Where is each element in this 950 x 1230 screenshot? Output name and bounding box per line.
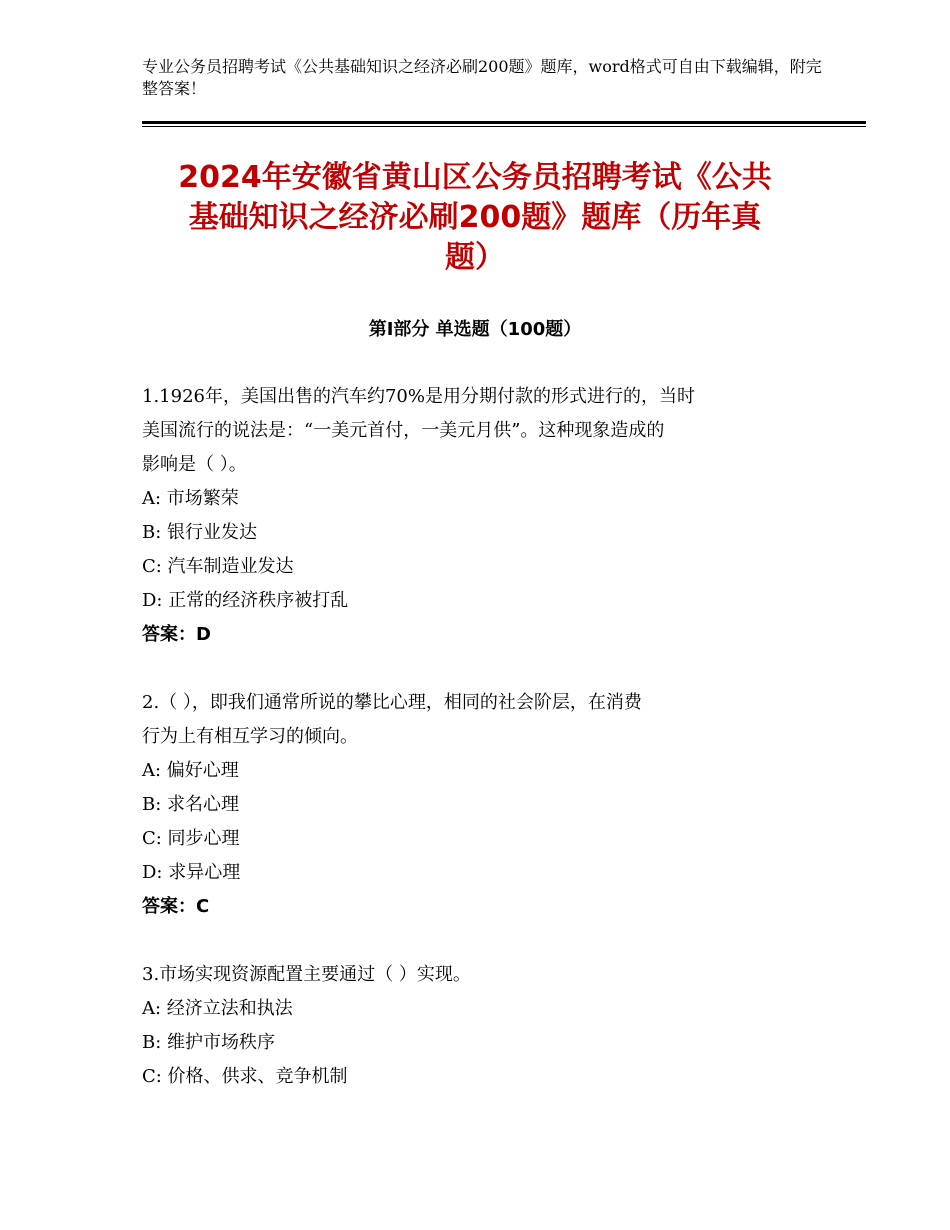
question-stem-line: 行为上有相互学习的倾向。 (142, 726, 358, 747)
option-c: C: 同步心理 (142, 828, 240, 849)
header-rule-thick (142, 121, 866, 124)
question-stem-line: 2.（ ），即我们通常所说的攀比心理，相同的社会阶层，在消费 (142, 692, 642, 713)
question-3 (142, 958, 832, 1094)
option-b: B: 银行业发达 (142, 522, 258, 543)
title-line-1: 2024年安徽省黄山区公务员招聘考试《公共 (178, 160, 772, 195)
title-line-2: 基础知识之经济必刷200题》题库（历年真 (188, 200, 762, 235)
option-b: B: 求名心理 (142, 794, 240, 815)
header-rule-thin (142, 126, 866, 127)
header-note: 专业公务员招聘考试《公共基础知识之经济必刷200题》题库，word格式可自由下载编辑，附完整答案！ (142, 57, 822, 98)
question-2 (142, 686, 832, 924)
title-line-3: 题） (445, 240, 505, 275)
question-list (142, 380, 832, 1128)
document-title (140, 158, 810, 278)
question-stem-line: 3.市场实现资源配置主要通过（ ）实现。 (142, 964, 471, 985)
option-b: B: 维护市场秩序 (142, 1032, 276, 1053)
option-d: D: 求异心理 (142, 862, 241, 883)
option-a: A: 市场繁荣 (142, 488, 239, 509)
question-stem-line: 美国流行的说法是：“一美元首付，一美元月供”。这种现象造成的 (142, 420, 665, 441)
section-heading: 第Ⅰ部分 单选题（100题） (368, 319, 582, 340)
option-c: C: 价格、供求、竞争机制 (142, 1066, 348, 1087)
option-c: C: 汽车制造业发达 (142, 556, 294, 577)
question-stem-line: 影响是（ ）。 (142, 454, 247, 475)
answer-label: 答案：D (142, 624, 211, 645)
option-d: D: 正常的经济秩序被打乱 (142, 590, 349, 611)
answer-label: 答案：C (142, 896, 210, 917)
question-1 (142, 380, 832, 652)
question-stem-line: 1.1926年，美国出售的汽车约70%是用分期付款的形式进行的，当时 (142, 386, 695, 407)
option-a: A: 偏好心理 (142, 760, 239, 781)
option-a: A: 经济立法和执法 (142, 998, 293, 1019)
